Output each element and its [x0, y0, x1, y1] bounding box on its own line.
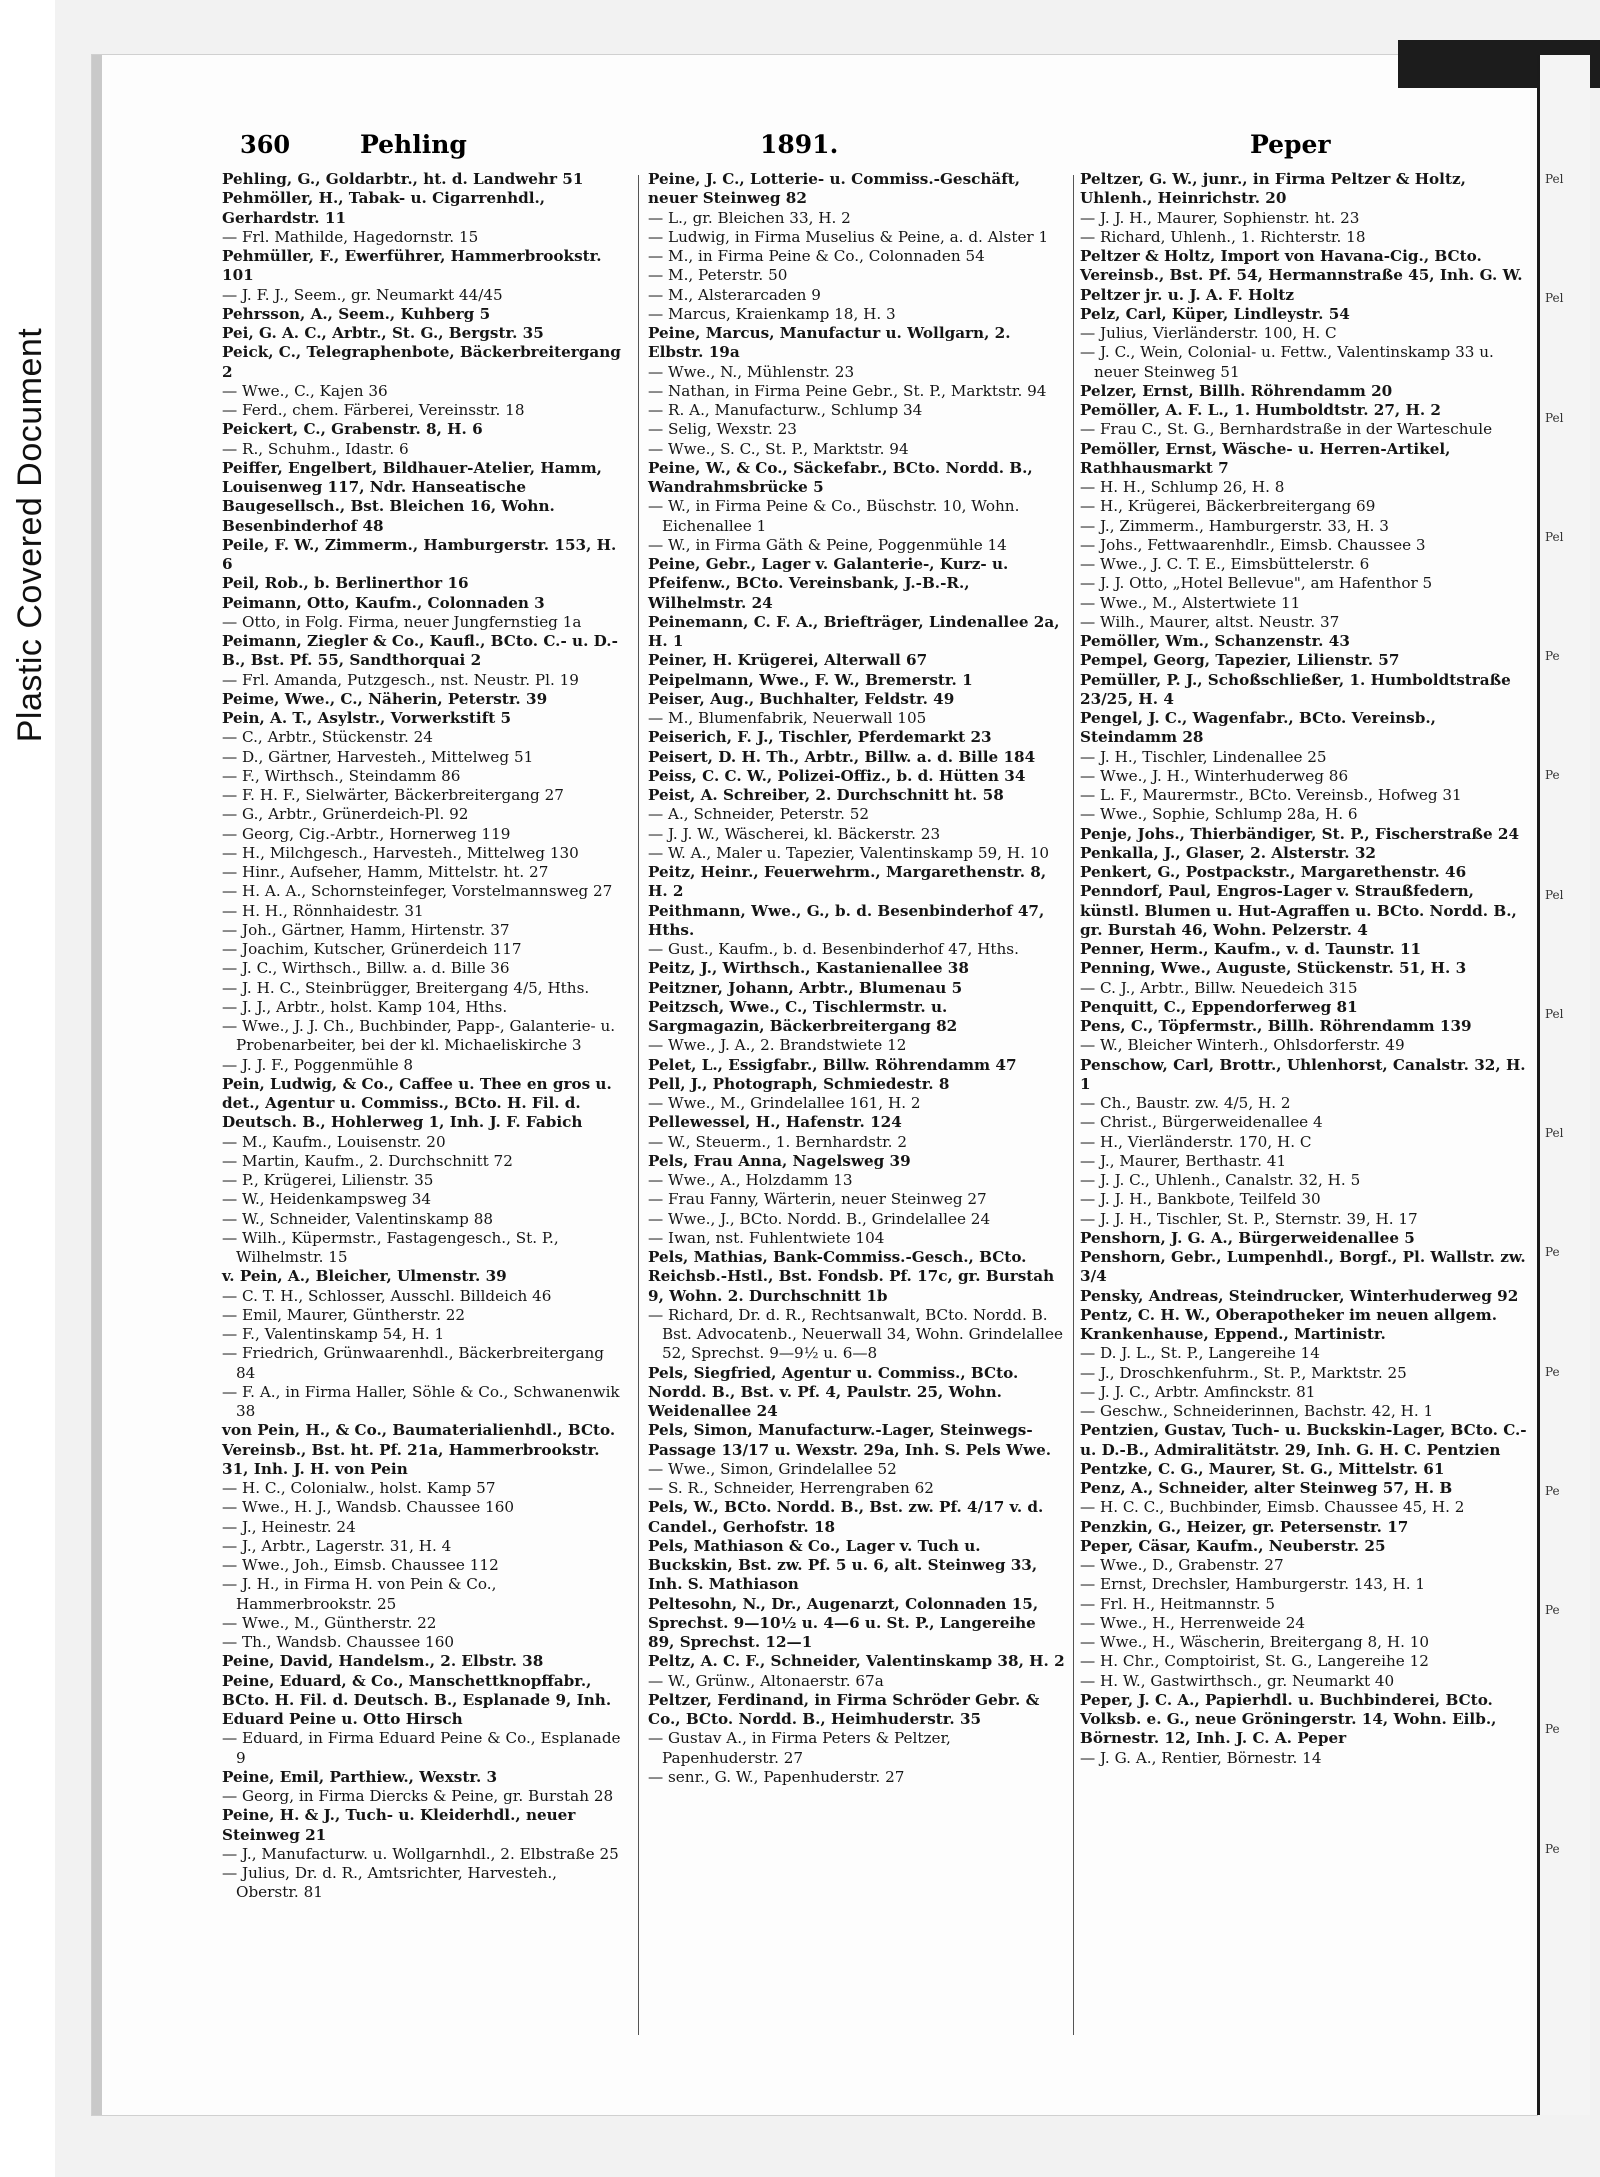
directory-entry: Penz, A., Schneider, alter Steinweg 57, H. B	[1080, 1479, 1453, 1497]
directory-entry: von Pein, H., & Co., Baumaterialienhdl., BCto. Vereinsb., Bst. ht. Pf. 21a, Hammerbrookstr. 31, Inh. J. H. von Pein	[222, 1421, 616, 1478]
directory-entry: Pelzer, Ernst, Billh. Röhrendamm 20	[1080, 381, 1393, 400]
directory-entry: Peine, Marcus, Manufactur u. Wollgarn, 2. Elbstr. 19a	[648, 324, 1011, 362]
directory-entry: v. Pein, A., Bleicher, Ulmenstr. 39	[222, 1267, 507, 1286]
directory-entry: Peine, J. C., Lotterie- u. Commiss.-Geschäft, neuer Steinweg 82	[648, 170, 1021, 208]
directory-entry: — J. J. H., Tischler, St. P., Sternstr. 39, H. 17	[1080, 1209, 1418, 1228]
directory-entry: — Marcus, Kraienkamp 18, H. 3	[648, 304, 896, 323]
directory-entry: Pei, G. A. C., Arbtr., St. G., Bergstr. 35	[222, 324, 544, 342]
directory-entry: — Wwe., Simon, Grindelallee 52	[648, 1459, 897, 1478]
directory-entry: — W., Grünw., Altonaerstr. 67a	[648, 1671, 884, 1690]
directory-entry: — Eduard, in Firma Eduard Peine & Co., Esplanade 9	[222, 1729, 621, 1767]
directory-entry: — Wwe., H. J., Wandsb. Chaussee 160	[222, 1498, 515, 1517]
column-2	[648, 170, 1066, 1787]
directory-entry: — H., Milchgesch., Harvesteh., Mittelweg 130	[222, 843, 579, 862]
directory-entry: — J. J. C., Arbtr. Amfinckstr. 81	[1080, 1382, 1316, 1401]
column-1	[222, 170, 622, 1903]
directory-entry: — J. G. A., Rentier, Börnestr. 14	[1080, 1748, 1322, 1767]
directory-entry: — Wwe., A., Holzdamm 13	[648, 1171, 853, 1189]
directory-entry: — Wwe., H., Herrenweide 24	[1080, 1613, 1306, 1632]
directory-entry: — Wwe., M., Güntherstr. 22	[222, 1613, 437, 1632]
edge-fragment: Pe	[1545, 1722, 1560, 1737]
edge-fragment: Pe	[1545, 768, 1560, 783]
page-header	[240, 130, 1330, 170]
side-label: Plastic Covered Document	[11, 327, 49, 743]
directory-entry: — Ch., Baustr. zw. 4/5, H. 2	[1080, 1094, 1291, 1112]
directory-entry: — Wwe., Sophie, Schlump 28a, H. 6	[1080, 805, 1358, 824]
directory-entry: Penning, Wwe., Auguste, Stückenstr. 51, H. 3	[1080, 959, 1467, 978]
edge-fragment: Pe	[1545, 1364, 1560, 1379]
directory-entry: Peiffer, Engelbert, Bildhauer-Atelier, Hamm, Louisenweg 117, Ndr. Hanseatische Baugesellsch., Bst. Bleichen 16, Wohn. Besenbinderhof 48	[222, 458, 602, 535]
directory-entry: — C. T. H., Schlosser, Ausschl. Billdeich 46	[222, 1286, 552, 1305]
directory-entry: — Georg, Cig.-Arbtr., Hornerweg 119	[222, 824, 511, 843]
directory-entry: — Friedrich, Grünwaarenhdl., Bäckerbreitergang 84	[222, 1344, 605, 1382]
directory-entry: — J. H. C., Steinbrügger, Breitergang 4/5, Hths.	[222, 978, 590, 997]
directory-entry: — Richard, Uhlenh., 1. Richterstr. 18	[1080, 227, 1366, 246]
directory-entry: — Richard, Dr. d. R., Rechtsanwalt, BCto. Nordd. B. Bst. Advocatenb., Neuerwall 34, Wohn. Grindelallee 52, Sprechst. 9—9½ u. 6—8	[648, 1305, 1063, 1363]
directory-entry: — M., Alsterarcaden 9	[648, 285, 821, 304]
directory-entry: Pels, Mathias, Bank-Commiss.-Gesch., BCto. Reichsb.-Hstl., Bst. Fondsb. Pf. 17c, gr. Burstah 9, Wohn. 2. Durchschnitt 1b	[648, 1248, 1055, 1305]
header-right-word: Peper	[1250, 130, 1331, 159]
header-year: 1891.	[760, 130, 839, 159]
side-banner	[0, 0, 55, 2177]
directory-entry: Peime, Wwe., C., Näherin, Peterstr. 39	[222, 689, 548, 708]
directory-entry: — Martin, Kaufm., 2. Durchschnitt 72	[222, 1151, 513, 1170]
column-divider	[1073, 175, 1074, 2035]
directory-entry: Pels, Mathiason & Co., Lager v. Tuch u. Buckskin, Bst. zw. Pf. 5 u. 6, alt. Steinweg 33, Inh. S. Mathiason	[648, 1536, 1038, 1594]
directory-entry: Pemüller, P. J., Schoßschließer, 1. Humboldtstraße 23/25, H. 4	[1080, 670, 1511, 708]
directory-entry: — J., Arbtr., Lagerstr. 31, H. 4	[222, 1536, 452, 1555]
directory-entry: — W., in Firma Peine & Co., Büschstr. 10, Wohn. Eichenallee 1	[648, 497, 1020, 535]
directory-entry: — Ferd., chem. Färberei, Vereinsstr. 18	[222, 401, 525, 419]
next-page-fragments	[1545, 170, 1585, 1859]
edge-fragment: Pe	[1545, 1483, 1560, 1498]
directory-entry: Penner, Herm., Kaufm., v. d. Taunstr. 11	[1080, 940, 1422, 958]
directory-entry: — J. C., Wein, Colonial- u. Fettw., Valentinskamp 33 u. neuer Steinweg 51	[1080, 343, 1494, 381]
directory-entry: Peine, Emil, Parthiew., Wexstr. 3	[222, 1767, 498, 1786]
directory-entry: Peper, Cäsar, Kaufm., Neuberstr. 25	[1080, 1536, 1386, 1555]
directory-entry: — W., Bleicher Winterh., Ohlsdorferstr. 49	[1080, 1036, 1405, 1055]
directory-entry: — Frl. Mathilde, Hagedornstr. 15	[222, 227, 479, 246]
directory-entry: — Otto, in Folg. Firma, neuer Jungfernstieg 1a	[222, 612, 582, 631]
directory-entry: — Wwe., J. A., 2. Brandstwiete 12	[648, 1036, 907, 1055]
directory-entry: — H., Krügerei, Bäckerbreitergang 69	[1080, 497, 1376, 516]
directory-entry: — J. J., Arbtr., holst. Kamp 104, Hths.	[222, 997, 508, 1016]
directory-entry: Pels, Siegfried, Agentur u. Commiss., BCto. Nordd. B., Bst. v. Pf. 4, Paulstr. 25, Wohn. Weidenallee 24	[648, 1363, 1019, 1420]
page-gutter	[92, 55, 102, 2115]
edge-fragment: Pe	[1545, 1841, 1560, 1856]
directory-entry: Peil, Rob., b. Berlinerthor 16	[222, 574, 469, 593]
directory-entry: — J., Maurer, Berthastr. 41	[1080, 1151, 1287, 1170]
directory-entry: Peltzer, G. W., junr., in Firma Peltzer & Holtz, Uhlenh., Heinrichstr. 20	[1080, 170, 1466, 208]
directory-entry: — H., Vierländerstr. 170, H. C	[1080, 1132, 1312, 1151]
directory-entry: — W. A., Maler u. Tapezier, Valentinskamp 59, H. 10	[648, 843, 1050, 862]
edge-fragment: Pe	[1545, 1245, 1560, 1260]
directory-entry: Penshorn, J. G. A., Bürgerweidenallee 5	[1080, 1228, 1415, 1247]
directory-entry: Peiser, Aug., Buchhalter, Feldstr. 49	[648, 689, 955, 708]
directory-entry: — F., Wirthsch., Steindamm 86	[222, 766, 461, 785]
directory-entry: — S. R., Schneider, Herrengraben 62	[648, 1479, 934, 1497]
directory-entry: Peitz, Heinr., Feuerwehrm., Margarethenstr. 8, H. 2	[648, 863, 1047, 901]
edge-fragment: Pel	[1545, 529, 1564, 544]
directory-entry: Pens, C., Töpfermstr., Billh. Röhrendamm 139	[1080, 1017, 1472, 1035]
directory-entry: Peiserich, F. J., Tischler, Pferdemarkt 23	[648, 728, 992, 747]
directory-entry: Peipelmann, Wwe., F. W., Bremerstr. 1	[648, 670, 973, 689]
directory-entry: — W., Schneider, Valentinskamp 88	[222, 1209, 494, 1228]
directory-entry: — Gust., Kaufm., b. d. Besenbinderhof 47, Hths.	[648, 940, 1019, 958]
directory-entry: — Frau C., St. G., Bernhardstraße in der Warteschule	[1080, 420, 1493, 439]
directory-entry: Pensky, Andreas, Steindrucker, Winterhuderweg 92	[1080, 1286, 1519, 1305]
directory-entry: — J., Manufacturw. u. Wollgarnhdl., 2. Elbstraße 25	[222, 1844, 619, 1863]
directory-entry: Peimann, Otto, Kaufm., Colonnaden 3	[222, 593, 545, 612]
directory-entry: — H. H., Schlump 26, H. 8	[1080, 478, 1285, 496]
edge-fragment: Pel	[1545, 1006, 1564, 1021]
directory-entry: — Wwe., D., Grabenstr. 27	[1080, 1556, 1284, 1574]
directory-entry: Peine, David, Handelsm., 2. Elbstr. 38	[222, 1652, 544, 1671]
directory-entry: — H. H., Rönnhaidestr. 31	[222, 901, 424, 920]
directory-entry: Penkert, G., Postpackstr., Margarethenstr. 46	[1080, 863, 1467, 881]
directory-entry: Pein, A. T., Asylstr., Vorwerkstift 5	[222, 709, 512, 727]
directory-entry: — Joh., Gärtner, Hamm, Hirtenstr. 37	[222, 920, 510, 939]
edge-fragment: Pel	[1545, 410, 1564, 425]
edge-fragment: Pel	[1545, 887, 1564, 902]
directory-entry: — Frau Fanny, Wärterin, neuer Steinweg 27	[648, 1190, 987, 1209]
directory-entry: Penschow, Carl, Brottr., Uhlenhorst, Canalstr. 32, H. 1	[1080, 1055, 1526, 1093]
directory-entry: Peist, A. Schreiber, 2. Durchschnitt ht. 58	[648, 786, 1004, 804]
directory-entry: — J. J. W., Wäscherei, kl. Bäckerstr. 23	[648, 824, 941, 843]
directory-entry: Penzkin, G., Heizer, gr. Petersenstr. 17	[1080, 1517, 1409, 1536]
directory-entry: Pein, Ludwig, & Co., Caffee u. Thee en gros u. det., Agentur u. Commiss., BCto. H. Fil. d. Deutsch. B., Hohlerweg 1, Inh. J. F. Fabich	[222, 1074, 612, 1132]
directory-entry: Penkalla, J., Glaser, 2. Alsterstr. 32	[1080, 843, 1376, 862]
directory-entry: — D. J. L., St. P., Langereihe 14	[1080, 1344, 1320, 1363]
directory-entry: — Ludwig, in Firma Muselius & Peine, a. d. Alster 1	[648, 227, 1049, 246]
directory-entry: Pentz, C. H. W., Oberapotheker im neuen allgem. Krankenhause, Eppend., Martinistr.	[1080, 1305, 1497, 1343]
directory-entry: — Wwe., J., BCto. Nordd. B., Grindelallee 24	[648, 1209, 991, 1228]
directory-entry: — J., Heinestr. 24	[222, 1517, 356, 1536]
directory-entry: — J., Droschkenfuhrm., St. P., Marktstr. 25	[1080, 1363, 1407, 1382]
directory-entry: — Emil, Maurer, Güntherstr. 22	[222, 1305, 466, 1324]
directory-entry: — J. J. H., Maurer, Sophienstr. ht. 23	[1080, 208, 1360, 227]
directory-entry: — Joachim, Kutscher, Grünerdeich 117	[222, 940, 522, 958]
directory-entry: — Wwe., S. C., St. P., Marktstr. 94	[648, 439, 909, 458]
directory-entry: — F. H. F., Sielwärter, Bäckerbreitergang 27	[222, 786, 564, 804]
directory-entry: Pengel, J. C., Wagenfabr., BCto. Vereinsb., Steindamm 28	[1080, 709, 1436, 747]
directory-entry: Peimann, Ziegler & Co., Kaufl., BCto. C.- u. D.-B., Bst. Pf. 55, Sandthorquai 2	[222, 632, 618, 670]
directory-entry: Peper, J. C. A., Papierhdl. u. Buchbinderei, BCto. Volksb. e. G., neue Gröningerstr. 14, Wohn. Eilb., Börnestr. 12, Inh. J. C. A. Peper	[1080, 1690, 1497, 1748]
directory-entry: Pelz, Carl, Küper, Lindleystr. 54	[1080, 304, 1350, 323]
directory-entry: — Geschw., Schneiderinnen, Bachstr. 42, H. 1	[1080, 1402, 1434, 1420]
column-3	[1080, 170, 1528, 1768]
directory-entry: — J. J. F., Poggenmühle 8	[222, 1055, 414, 1074]
directory-entry: Pehmöller, H., Tabak- u. Cigarrenhdl., Gerhardstr. 11	[222, 189, 546, 227]
directory-entry: Pels, Frau Anna, Nagelsweg 39	[648, 1151, 911, 1170]
directory-entry: — M., Blumenfabrik, Neuerwall 105	[648, 709, 927, 727]
directory-entry: — J. J. Otto, „Hotel Bellevue", am Hafenthor 5	[1080, 574, 1433, 593]
directory-entry: — Wwe., J. J. Ch., Buchbinder, Papp-, Galanterie- u. Probenarbeiter, bei der kl. Michaeliskirche 3	[222, 1017, 616, 1055]
directory-entry: Peitzsch, Wwe., C., Tischlermstr. u. Sargmagazin, Bäckerbreitergang 82	[648, 997, 958, 1035]
directory-entry: Peltzer & Holtz, Import von Havana-Cig., BCto. Vereinsb., Bst. Pf. 54, Hermannstraße 45, Inh. G. W. Peltzer jr. u. J. A. F. Holtz	[1080, 247, 1523, 304]
directory-entry: — H. C. C., Buchbinder, Eimsb. Chaussee 45, H. 2	[1080, 1498, 1465, 1517]
directory-entry: Peltzer, Ferdinand, in Firma Schröder Gebr. & Co., BCto. Nordd. B., Heimhuderstr. 35	[648, 1690, 1040, 1728]
directory-entry: Pellewessel, H., Hafenstr. 124	[648, 1113, 902, 1132]
directory-entry: — Julius, Vierländerstr. 100, H. C	[1080, 324, 1337, 342]
directory-entry: — H. A. A., Schornsteinfeger, Vorstelmannsweg 27	[222, 882, 613, 901]
directory-entry: Peine, H. & J., Tuch- u. Kleiderhdl., neuer Steinweg 21	[222, 1806, 576, 1844]
directory-entry: — Wwe., M., Alstertwiete 11	[1080, 593, 1301, 612]
directory-entry: — P., Krügerei, Lilienstr. 35	[222, 1171, 434, 1189]
directory-entry: — D., Gärtner, Harvesteh., Mittelweg 51	[222, 747, 534, 766]
directory-entry: Peitz, J., Wirthsch., Kastanienallee 38	[648, 959, 969, 978]
column-divider	[638, 175, 639, 2035]
directory-entry: Pehrsson, A., Seem., Kuhberg 5	[222, 304, 491, 323]
directory-entry: — Wwe., J. H., Winterhuderweg 86	[1080, 766, 1349, 785]
directory-entry: Pemöller, A. F. L., 1. Humboldtstr. 27, H. 2	[1080, 401, 1441, 419]
directory-entry: — L., gr. Bleichen 33, H. 2	[648, 208, 851, 227]
edge-fragment: Pe	[1545, 649, 1560, 663]
directory-entry: — W., Heidenkampsweg 34	[222, 1190, 432, 1209]
directory-entry: Penje, Johs., Thierbändiger, St. P., Fischerstraße 24	[1080, 824, 1520, 843]
directory-entry: — Georg, in Firma Diercks & Peine, gr. Burstah 28	[222, 1787, 614, 1805]
directory-entry: — L. F., Maurermstr., BCto. Vereinsb., Hofweg 31	[1080, 786, 1462, 804]
directory-entry: — C., Arbtr., Stückenstr. 24	[222, 728, 433, 747]
directory-entry: — J. H., Tischler, Lindenallee 25	[1080, 747, 1327, 766]
directory-entry: — M., Kaufm., Louisenstr. 20	[222, 1132, 446, 1151]
directory-entry: Penndorf, Paul, Engros-Lager v. Straußfedern, künstl. Blumen u. Hut-Agraffen u. BCto. Nordd. B., gr. Burstah 46, Wohn. Pelzerstr. 4	[1080, 882, 1517, 939]
directory-entry: Pemöller, Ernst, Wäsche- u. Herren-Artikel, Rathhausmarkt 7	[1080, 439, 1451, 477]
page-number: 360	[240, 130, 291, 159]
directory-entry: — H. W., Gastwirthsch., gr. Neumarkt 40	[1080, 1671, 1395, 1690]
directory-entry: — H. Chr., Comptoirist, St. G., Langereihe 12	[1080, 1652, 1429, 1671]
directory-entry: — Wwe., C., Kajen 36	[222, 381, 388, 400]
directory-entry: Penshorn, Gebr., Lumpenhdl., Borgf., Pl. Wallstr. zw. 3/4	[1080, 1248, 1526, 1286]
directory-entry: — Wwe., J. C. T. E., Eimsbüttelerstr. 6	[1080, 555, 1370, 573]
edge-fragment: Pe	[1545, 1603, 1560, 1617]
directory-entry: — J. F. J., Seem., gr. Neumarkt 44/45	[222, 285, 503, 304]
directory-entry: — A., Schneider, Peterstr. 52	[648, 805, 870, 824]
directory-entry: Peitzner, Johann, Arbtr., Blumenau 5	[648, 978, 963, 997]
directory-entry: — G., Arbtr., Grünerdeich-Pl. 92	[222, 805, 469, 824]
directory-entry: — Wwe., Joh., Eimsb. Chaussee 112	[222, 1556, 499, 1574]
header-left-word: Pehling	[360, 130, 467, 159]
directory-entry: Peiner, H. Krügerei, Alterwall 67	[648, 651, 928, 670]
directory-entry: — Nathan, in Firma Peine Gebr., St. P., Marktstr. 94	[648, 381, 1047, 400]
directory-entry: Pehmüller, F., Ewerführer, Hammerbrookstr. 101	[222, 247, 602, 285]
directory-entry: Peithmann, Wwe., G., b. d. Besenbinderhof 47, Hths.	[648, 901, 1045, 939]
directory-entry: — J. J. C., Uhlenh., Canalstr. 32, H. 5	[1080, 1171, 1361, 1189]
directory-entry: Penquitt, C., Eppendorferweg 81	[1080, 997, 1358, 1016]
directory-entry: — W., in Firma Gäth & Peine, Poggenmühle 14	[648, 535, 1007, 554]
edge-fragment: Pel	[1545, 172, 1564, 186]
directory-entry: — senr., G. W., Papenhuderstr. 27	[648, 1767, 905, 1786]
directory-entry: — J. J. H., Bankbote, Teilfeld 30	[1080, 1190, 1321, 1209]
directory-entry: Peltz, A. C. F., Schneider, Valentinskamp 38, H. 2	[648, 1652, 1065, 1671]
directory-entry: — Selig, Wexstr. 23	[648, 420, 797, 439]
directory-entry: Pehling, G., Goldarbtr., ht. d. Landwehr 51	[222, 170, 584, 188]
directory-entry: Pels, W., BCto. Nordd. B., Bst. zw. Pf. 4/17 v. d. Candel., Gerhofstr. 18	[648, 1498, 1044, 1536]
directory-entry: — Wilh., Maurer, altst. Neustr. 37	[1080, 612, 1340, 631]
directory-entry: Pell, J., Photograph, Schmiedestr. 8	[648, 1074, 950, 1093]
directory-entry: — F., Valentinskamp 54, H. 1	[222, 1325, 445, 1343]
directory-entry: Pentzke, C. G., Maurer, St. G., Mittelstr. 61	[1080, 1459, 1445, 1478]
directory-entry: — J., Zimmerm., Hamburgerstr. 33, H. 3	[1080, 516, 1389, 535]
directory-entry: — J. H., in Firma H. von Pein & Co., Hammerbrookstr. 25	[222, 1575, 497, 1613]
directory-entry: Pelet, L., Essigfabr., Billw. Röhrendamm 47	[648, 1055, 1017, 1074]
directory-entry: — J. C., Wirthsch., Billw. a. d. Bille 36	[222, 959, 510, 978]
directory-entry: Pentzien, Gustav, Tuch- u. Buckskin-Lager, BCto. C.- u. D.-B., Admiralitätstr. 29, Inh. G. H. C. Pentzien	[1080, 1421, 1527, 1459]
directory-entry: Peine, Gebr., Lager v. Galanterie-, Kurz- u. Pfeifenw., BCto. Vereinsbank, J.-B.-R., Wilhelmstr. 24	[648, 555, 1009, 612]
directory-entry: Peile, F. W., Zimmerm., Hamburgerstr. 153, H. 6	[222, 535, 617, 573]
directory-entry: Peiss, C. C. W., Polizei-Offiz., b. d. Hütten 34	[648, 766, 1026, 785]
edge-fragment: Pel	[1545, 1126, 1564, 1140]
directory-entry: — Johs., Fettwaarenhdlr., Eimsb. Chaussee 3	[1080, 535, 1426, 554]
directory-entry: — Wwe., N., Mühlenstr. 23	[648, 362, 855, 381]
directory-entry: — C. J., Arbtr., Billw. Neuedeich 315	[1080, 978, 1358, 997]
directory-entry: — Wwe., H., Wäscherin, Breitergang 8, H. 10	[1080, 1633, 1430, 1651]
directory-entry: Peickert, C., Grabenstr. 8, H. 6	[222, 420, 483, 439]
directory-entry: — Christ., Bürgerweidenallee 4	[1080, 1113, 1323, 1132]
directory-entry: — Wilh., Küpermstr., Fastagengesch., St. P., Wilhelmstr. 15	[222, 1228, 559, 1266]
directory-entry: — Julius, Dr. d. R., Amtsrichter, Harvesteh., Oberstr. 81	[222, 1864, 558, 1902]
directory-entry: — Frl. H., Heitmannstr. 5	[1080, 1594, 1276, 1613]
directory-entry: Pels, Simon, Manufacturw.-Lager, Steinwegs-Passage 13/17 u. Wexstr. 29a, Inh. S. Pels Wwe.	[648, 1421, 1052, 1459]
directory-entry: Peick, C., Telegraphenbote, Bäckerbreitergang 2	[222, 343, 621, 381]
directory-entry: — M., in Firma Peine & Co., Colonnaden 54	[648, 247, 985, 265]
directory-entry: — R. A., Manufacturw., Schlump 34	[648, 401, 923, 419]
directory-entry: — Iwan, nst. Fuhlentwiete 104	[648, 1228, 885, 1247]
directory-entry: — R., Schuhm., Idastr. 6	[222, 439, 409, 458]
directory-entry: Peinemann, C. F. A., Briefträger, Lindenallee 2a, H. 1	[648, 612, 1060, 650]
directory-entry: Peltesohn, N., Dr., Augenarzt, Colonnaden 15, Sprechst. 9—10½ u. 4—6 u. St. P., Langereihe 89, Sprechst. 12—1	[648, 1594, 1039, 1651]
directory-entry: — H. C., Colonialw., holst. Kamp 57	[222, 1479, 496, 1497]
directory-entry: — Ernst, Drechsler, Hamburgerstr. 143, H. 1	[1080, 1575, 1426, 1594]
directory-entry: — F. A., in Firma Haller, Söhle & Co., Schwanenwik 38	[222, 1382, 620, 1420]
directory-entry: — M., Peterstr. 50	[648, 266, 788, 285]
directory-entry: — Gustav A., in Firma Peters & Peltzer, Papenhuderstr. 27	[648, 1729, 951, 1767]
directory-entry: — Hinr., Aufseher, Hamm, Mittelstr. ht. 27	[222, 863, 549, 881]
directory-entry: Peisert, D. H. Th., Arbtr., Billw. a. d. Bille 184	[648, 747, 1036, 766]
directory-entry: — W., Steuerm., 1. Bernhardstr. 2	[648, 1132, 907, 1151]
directory-entry: Peine, W., & Co., Säckefabr., BCto. Nordd. B., Wandrahmsbrücke 5	[648, 458, 1033, 496]
directory-entry: — Wwe., M., Grindelallee 161, H. 2	[648, 1094, 921, 1112]
directory-entry: Pempel, Georg, Tapezier, Lilienstr. 57	[1080, 651, 1400, 670]
directory-entry: Peine, Eduard, & Co., Manschettknopffabr., BCto. H. Fil. d. Deutsch. B., Esplanade 9, Inh. Eduard Peine u. Otto Hirsch	[222, 1671, 612, 1728]
directory-entry: — Th., Wandsb. Chaussee 160	[222, 1633, 455, 1651]
directory-entry: Pemöller, Wm., Schanzenstr. 43	[1080, 632, 1350, 650]
edge-fragment: Pel	[1545, 291, 1564, 306]
directory-entry: — Frl. Amanda, Putzgesch., nst. Neustr. Pl. 19	[222, 670, 579, 689]
